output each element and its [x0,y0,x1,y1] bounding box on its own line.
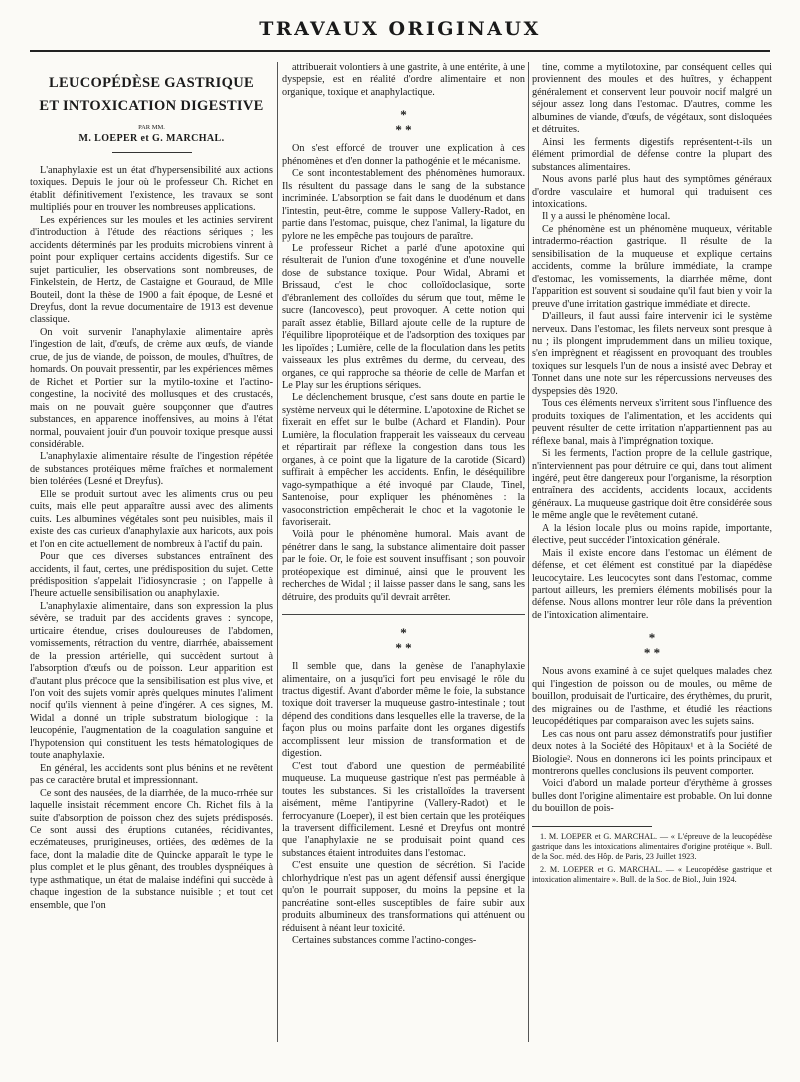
paragraph: L'anaphylaxie alimentaire résulte de l'ingestion répétée de substances protéiques même fraîches et normalement bien tolérées (Lesné et Dreyfus). [30,451,273,488]
header-rule [30,50,770,52]
paragraph: Nous avons parlé plus haut des symptômes généraux d'ordre vasculaire et humoral qui traduisent ces intoxications. [532,174,772,210]
column-2-body [282,62,525,948]
paragraph: Ainsi les ferments digestifs représentent-t-ils un élément primordial de défense contre la plupart des substances alimentaires. [532,136,772,173]
paragraph: Les expériences sur les moules et les actinies servirent d'introduction à l'étude des réactions sériques ; les accidents déterminés par les produits microbiens vinrent à point pour expliquer certains accidents digestifs. Sur ce sujet particulier, les observations sont nombreuses, de Finkelstein, de Hertz, de Castaigne et Gouraud, de Mlle Bouteil, dont la thèse de 1900 a fait époque, de Lesné et Dreyfus, dont la revue documentaire de 1913 est devenue classique. [30,214,273,326]
authors: M. LOEPER et G. MARCHAL. [78,133,225,144]
column-3-body [532,62,772,816]
paragraph: En général, les accidents sont plus bénins et ne revêtent pas ce caractère brutal et impressionnant. [30,762,273,787]
column-1 [30,62,273,1062]
paragraph: D'ailleurs, il faut aussi faire intervenir ici le système nerveux. Dans l'estomac, les filets nerveux sont presque à nu ; ils plongent imprudemment dans un milieu toxique, s'en imprègnent et réagissent en provoquant des troubles toxiques sur lesquels l'un de nous a insisté avec Debray et Tonnet dans une note sur les répercussions nerveuses des dyspepsies dès 1920. [532,311,772,397]
paragraph: A la lésion locale plus ou moins rapide, importante, élective, peut succéder l'intoxication générale. [532,522,772,547]
paragraph: Certaines substances comme l'actino-conges- [292,935,477,947]
title-line-1: LEUCOPÉDÈSE GASTRIQUE [49,75,254,91]
paragraph: Ce sont incontestablement des phénomènes humoraux. Ils résultent du passage dans le sang de la substance incriminée. L'absorption se fait dans le duodénum et dans l'intestin, peut-être, comme le suppose Vallery-Radot, en partie dans l'estomac, puisque, chez l'animal, la ligature du pylore ne les empêche pas toujours de paraître. [282,168,525,242]
column-divider [277,62,278,1042]
paragraph: Il semble que, dans la genèse de l'anaphylaxie alimentaire, on a jusqu'ici fort peu envisagé le rôle du tractus digestif. Avant d'aborder même le foie, la substance toxique doit traverser la muqueuse gastro-intestinale ; tout dépend des conditions dans lesquelles elle la traverse, de la façon plus ou moins parfaite dont les organes digestifs accomplissent leur mission de transformation et de digestion. [282,661,525,760]
paragraph: Les cas nous ont paru assez démonstratifs pour justifier deux notes à la Société des Hôpitaux¹ et à la Société de Biologie². Nous en donnerons ici les points principaux et montrerons quelles conclusions ils peuvent comporter. [532,728,772,778]
paragraph: Si les ferments, l'action propre de la cellule gastrique, n'interviennent pas pour détruire ce qui, dans tout aliment ingéré, peut être dangereux pour l'organisme, la résorption entraînera des accidents, accidents locaux, accidents généraux. La muqueuse gastrique doit être considérée sous le même angle que le revêtement cutané. [532,448,772,522]
footnotes [532,832,772,885]
paragraph: Le déclenchement brusque, c'est sans doute en partie le système nerveux qui le détermine. L'apotoxine de Richet se fixerait en effet sur le bulbe (Achard et Flandin). Pour Lumière, la floculation frapperait les vaisseaux du cerveau et répartirait par réflexe la congestion dans tous les organes, à ce point que la ligature de la carotide (Sicard) suffirait à empêcher les accidents. Enfin, le déséquilibre vago-sympathique a été invoqué par Claude, Tinel, Santenoise, pour expliquer les phénomènes : la vasoconstriction empêcherait le choc et la vagotonie le favoriserait. [282,392,525,528]
by-label: PAR MM. [138,124,165,131]
section-rule [282,614,525,615]
paragraph: C'est ensuite une question de sécrétion. Si l'acide chlorhydrique n'est pas un agent défensif aussi énergique qu'on le pourrait supposer, du moins la pepsine et la pancréatine sont-elles susceptibles de faire subir aux produits albumineux des transformations qui atténuent ou réduisent à néant leur toxicité. [282,860,525,934]
paragraph: Voilà pour le phénomène humoral. Mais avant de pénétrer dans le sang, la substance alimentaire doit passer par le foie. Or, le foie est souvent insuffisant ; son pouvoir protéopexique est diminué, ainsi que le prouvent les recherches de Widal ; il laisse passer dans le sang, sans les détruire, des produits qu'il devrait arrêter. [282,529,525,603]
section-break: * * * [395,107,412,138]
column-2 [282,62,525,1062]
paragraph: Ce sont des nausées, de la diarrhée, de la muco-rrhée sur laquelle insistait récemment encore Ch. Richet fils à la suite d'absorption de poisson chez des sujets prédisposés. Ce sont aussi des éruptions cutanées, récidivantes, eczémateuses, prurigineuses, ortiées, des œdèmes de la face, dont la maladie dite de Quincke apparaît le type le plus complet et le plus gênant, des troubles dyspnéiques à type asthmatique, un état de malaise indéfini qui succède à chaque ingestion de la substance nuisible ; et tout cet ensemble, que l'on [30,787,273,911]
author-rule [112,152,192,153]
footnote-1: 1. M. LOEPER et G. MARCHAL. — « L'épreuve de la leucopédèse gastrique dans les intoxications alimentaires d'origine protéique ». Bull. de la Soc. méd. des Hôp. de Paris, 23 Juillet 1923. [532,831,772,861]
paragraph: attribuerait volontiers à une gastrite, à une entérite, à une dyspepsie, est en réalité d'ordre alimentaire et non organique, toxique et anaphylactique. [282,62,525,98]
footnote-2: 2. M. LOEPER et G. MARCHAL. — « Leucopédèse gastrique et intoxication alimentaire ». Bull. de la Soc. de Biol., Juin 1924. [532,864,772,884]
paragraph: Pour que ces diverses substances entraînent des accidents, il faut, certes, une prédisposition du sujet. Cette prédisposition s'appelait l'idiosyncrasie ; on l'appelle à l'heure actuelle sensibilisation ou anaphylaxie. [30,551,273,600]
paragraph: On voit survenir l'anaphylaxie alimentaire après l'ingestion de lait, d'œufs, de crème aux œufs, de viande crue, de jus de viande, de poisson, de moules, d'huîtres, de homards. On pouvait pressentir, par les expériences mêmes de Richet et Portier sur la mytilo-toxine et l'actino-congestine, la nocivité des mollusques et des crustacés, mais on ne pouvait guère soupçonner que d'autres substances, en apparence inoffensives, au moins à l'état normal, pouvaient jouir d'un pouvoir toxique presque aussi considérable. [30,326,273,450]
article-title [30,72,273,118]
paragraph: Le professeur Richet a parlé d'une apotoxine qui résulterait de l'union d'une toxogénine et d'une nouvelle dose de substance toxique. Pour Widal, Abrami et Brissaud, c'est le choc colloïdoclasique, sorte d'ébranlement des colloïdes du sérum que tout, même le sucre (Iancovesco), peut provoquer. A cette notion qui paraît assez établie, Billard ajoute celle de la rupture de l'équilibre lipoprotéique et de l'adsorption des toxiques par les lipoïdes ; Lumière, celle de la floculation dans les petits vaisseaux les plus extrêmes du derme, du cerveau, des organes, ce qui rapproche sa théorie de celle de Marfan et Le Play sur les éruptions sériques. [282,242,525,391]
section-break: * * * [395,625,412,656]
paragraph: tine, comme a mytilotoxine, par conséquent celles qui proviennent des moules et des huîtres, y échappent généralement et conservent leur pouvoir nocif malgré un séjour assez long dans l'estomac. D'autres, comme les albumines de viande, d'œufs, de végétaux, sont disloquées et détruites. [532,62,772,136]
paragraph: Ce phénomène est un phénomène muqueux, véritable intradermo-réaction gastrique. Il résulte de la sensibilisation de la muqueuse et explique certains accidents, comme la brûlure immédiate, la crampe d'estomac, les vomissements, la diarrhée même, dont l'apparition est souvent si soudaine qu'il faut bien y voir la preuve d'une irritation gastrique immédiate et directe. [532,223,772,310]
footnote-rule [532,826,652,827]
paragraph: L'anaphylaxie est un état d'hypersensibilité aux actions toxiques. Depuis le jour où le professeur Ch. Richet en établit définitivement l'existence, les travaux se sont multipliés pour en trouver les nombreuses applications. [30,165,273,214]
paragraph: C'est tout d'abord une question de perméabilité muqueuse. La muqueuse gastrique n'est pas perméable à toutes les substances. Si les cristalloïdes la traversent aisément, même l'antipyrine (Vallery-Radot) et le ferrocyanure (Loeper), il est bien certain que les protéiques la traversent difficilement. Lesné et Dreyfus ont montré que l'anaphylaxie ne se produisait point quand ces substances étaient introduites dans l'estomac. [282,760,525,859]
column-1-body [30,165,273,912]
paragraph: Nous avons examiné à ce sujet quelques malades chez qui l'ingestion de poisson ou de moules, ou même de bouillon, produisait de l'urticaire, des érythèmes, du prurit, des migraines ou de l'asthme, et étudié les réactions leucopédétiques par comparaison avec les sujets sains. [532,666,772,728]
running-header: TRAVAUX ORIGINAUX [259,18,541,40]
column-3 [532,62,772,1062]
paragraph: Tous ces éléments nerveux s'irritent sous l'influence des produits toxiques de l'alimentation, et les accidents qui peuvent résulter de cette irritation n'appartiennent pas au réflexe banal, mais à l'imprégnation toxique. [532,398,772,447]
section-break: * * * [643,630,661,661]
paragraph: L'anaphylaxie alimentaire, dans son expression la plus sévère, se traduit par des accidents graves : syncope, urticaire étendue, crises douloureuses de l'abdomen, vomissements, rétraction du ventre, diarrhée, abaissement de la pression artérielle, qui succèdent surtout à l'absorption d'œufs ou de poisson. Leur apparition est d'autant plus précoce que la sensibilisation est plus vive, et l'on voit des sujets vomir après quelques minutes l'aliment nocif qu'ils viennent à peine d'ingérer. A ces signes, M. Widal a donné un triple substratum biologique : la leucopénie, l'augmentation de la coagulation sanguine et l'hypotension qui constituent les tests hématologiques de toute anaphylaxie. [30,600,273,762]
paragraph: Mais il existe encore dans l'estomac un élément de défense, et cet élément est constitué par la diapédèse leucocytaire. Les leucocytes sont dans l'estomac, comme partout ailleurs, les premiers éléments mobilisés pour la défense. Nous allons montrer leur rôle dans la prévention de l'intoxication alimentaire. [532,547,772,621]
paragraph: Elle se produit surtout avec les aliments crus ou peu cuits, mais elle peut apparaître aussi avec des aliments cuits. Les albumines végétales sont peu nuisibles, mais il existe des cas curieux d'anaphylaxie aux haricots, aux pois et l'on en cite actuellement de nombreux à l'actif du pain. [30,488,273,550]
paragraph: On s'est efforcé de trouver une explication à ces phénomènes et d'en donner la pathogénie et le mécanisme. [282,143,525,167]
title-line-2: ET INTOXICATION DIGESTIVE [39,98,264,114]
paragraph: Il y a aussi le phénomène local. [542,211,671,223]
column-divider [528,62,529,1042]
paragraph: Voici d'abord un malade porteur d'érythème à grosses bulles dont l'origine alimentaire est probable. On lui donne du bouillon de pois- [532,778,772,815]
